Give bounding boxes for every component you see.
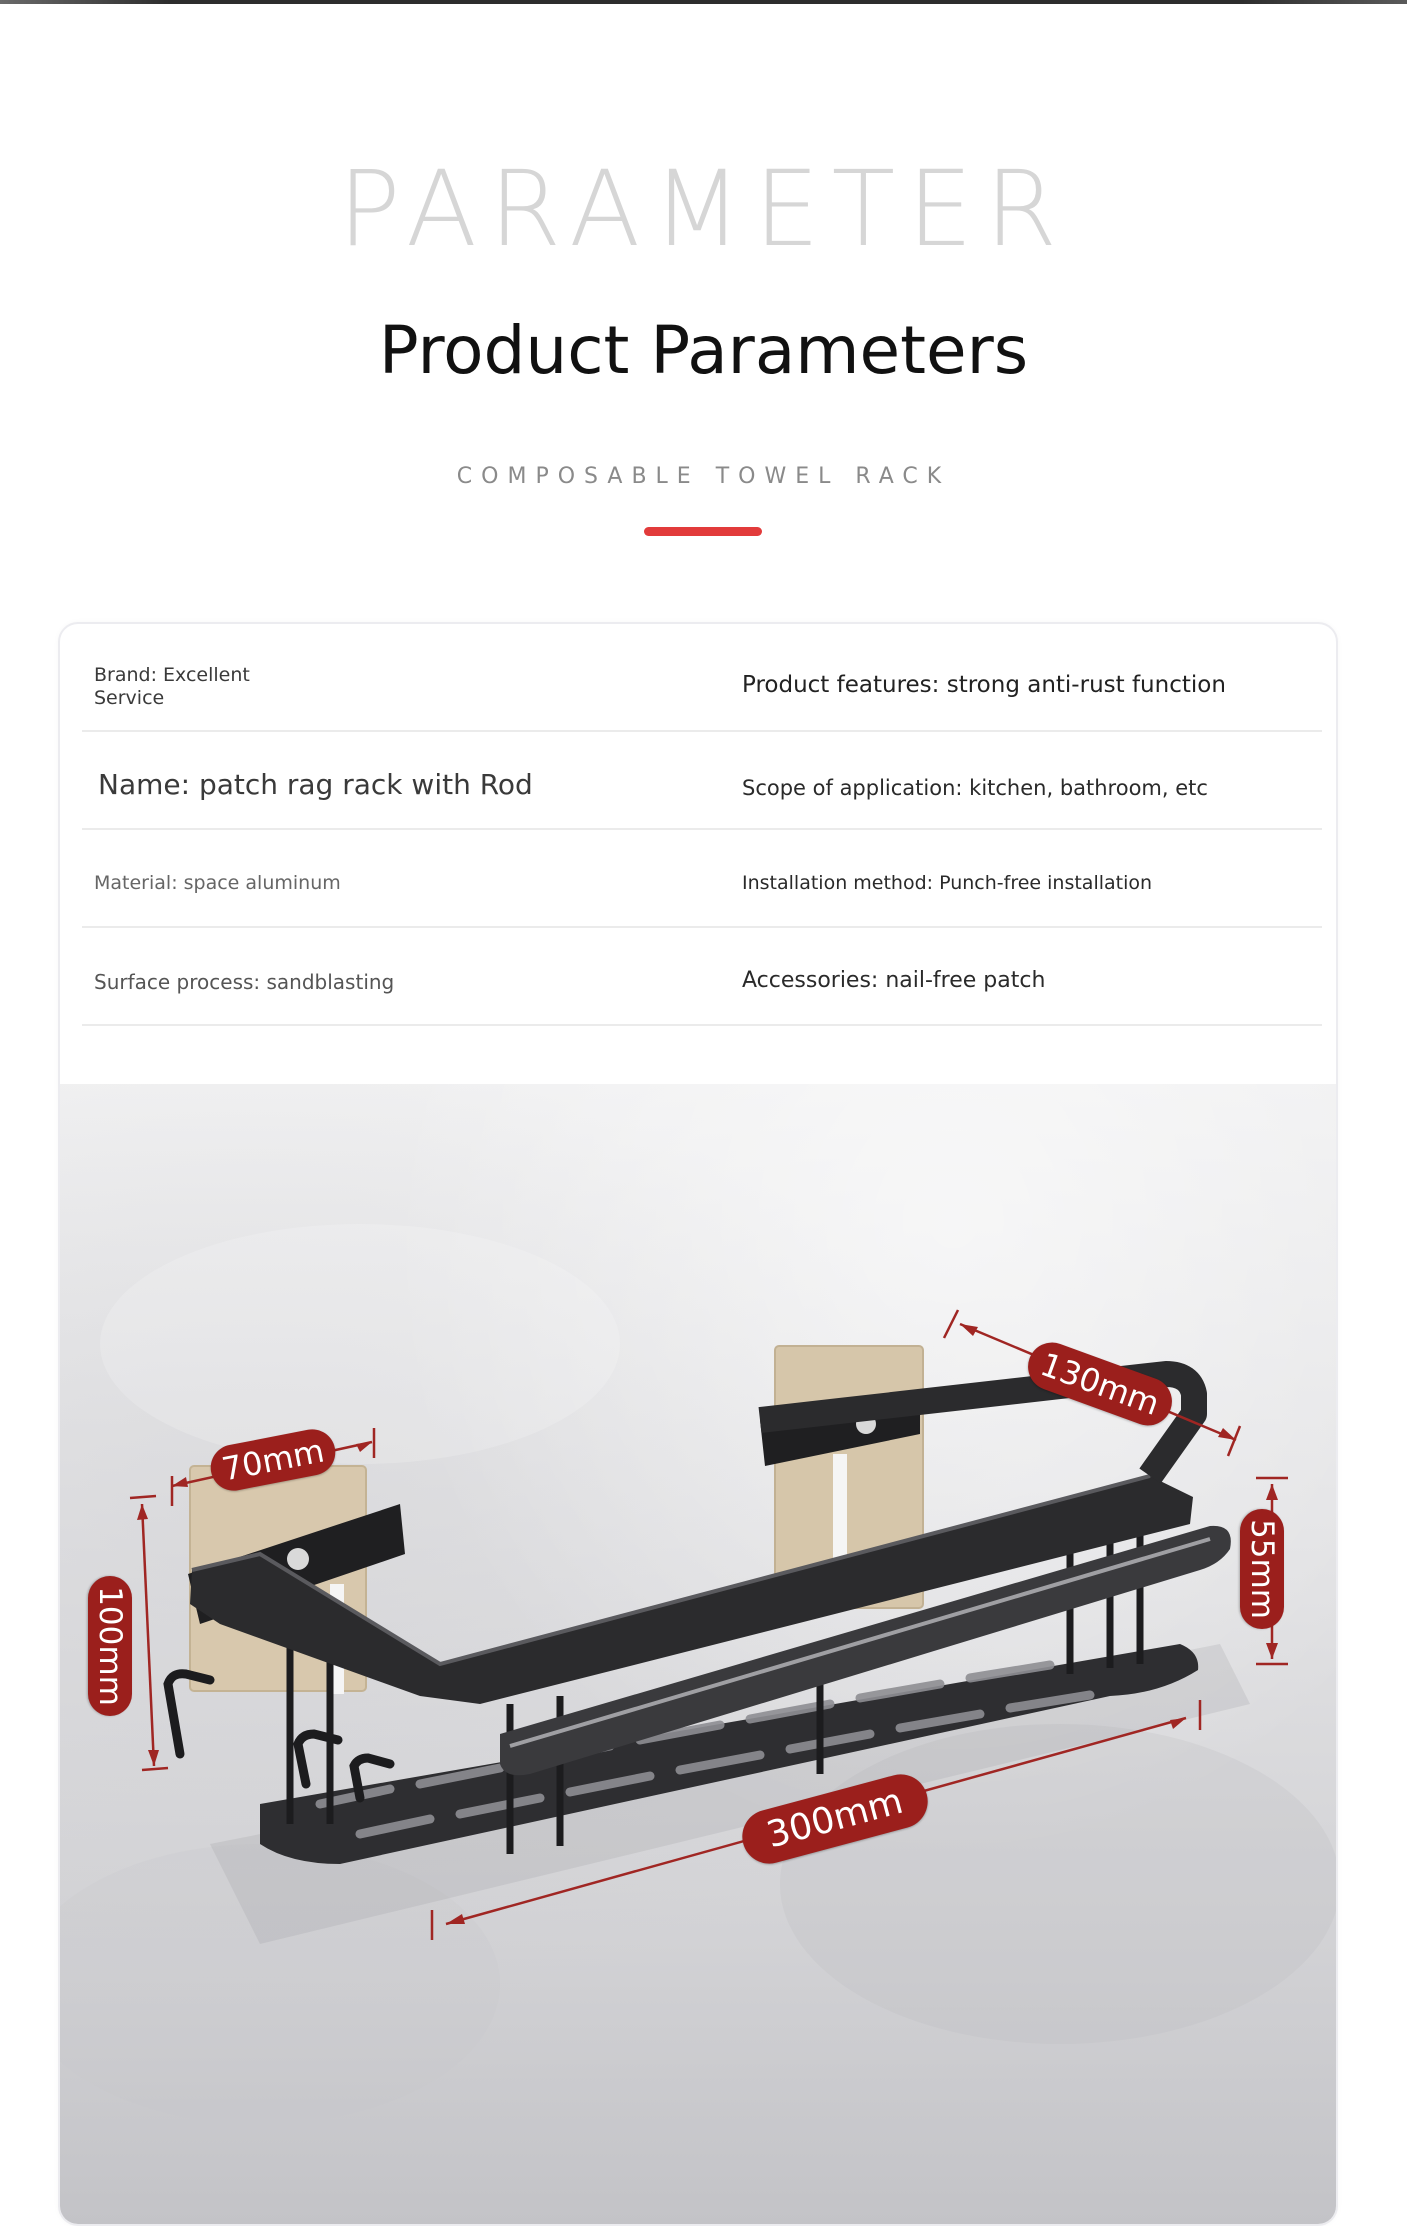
spec-card: [58, 622, 1338, 2226]
towel-rack-illustration: [60, 1084, 1336, 2224]
spec-name: Name: patch rag rack with Rod: [98, 768, 533, 801]
spec-scope: Scope of application: kitchen, bathroom, etc: [742, 776, 1208, 800]
spec-row: [82, 928, 1322, 1026]
product-photo: [60, 1084, 1336, 2224]
dimension-label-100mm: 100mm: [88, 1576, 132, 1716]
section-title-english: PARAMETER: [337, 148, 1070, 270]
dimension-label-55mm: 55mm: [1240, 1509, 1284, 1629]
accent-divider: [644, 527, 762, 536]
spec-material: Material: space aluminum: [94, 872, 341, 894]
spec-row: [82, 830, 1322, 928]
spec-accessories: Accessories: nail-free patch: [742, 968, 1046, 993]
spec-installation: Installation method: Punch-free installation: [742, 872, 1153, 894]
spec-surface: Surface process: sandblasting: [94, 970, 395, 994]
spec-row: [82, 732, 1322, 830]
spec-features: Product features: strong anti-rust function: [742, 672, 1226, 698]
dimension-label-70mm: 70mm: [207, 1425, 339, 1494]
spec-brand: Brand: Excellent Service: [94, 664, 250, 709]
page-subtitle: COMPOSABLE TOWEL RACK: [456, 464, 951, 489]
top-border: [0, 0, 1407, 4]
spec-row: [82, 624, 1322, 732]
dimension-label-130mm: 130mm: [1021, 1336, 1178, 1432]
page-title: Product Parameters: [378, 312, 1029, 389]
dimension-label-300mm: 300mm: [736, 1768, 934, 1869]
